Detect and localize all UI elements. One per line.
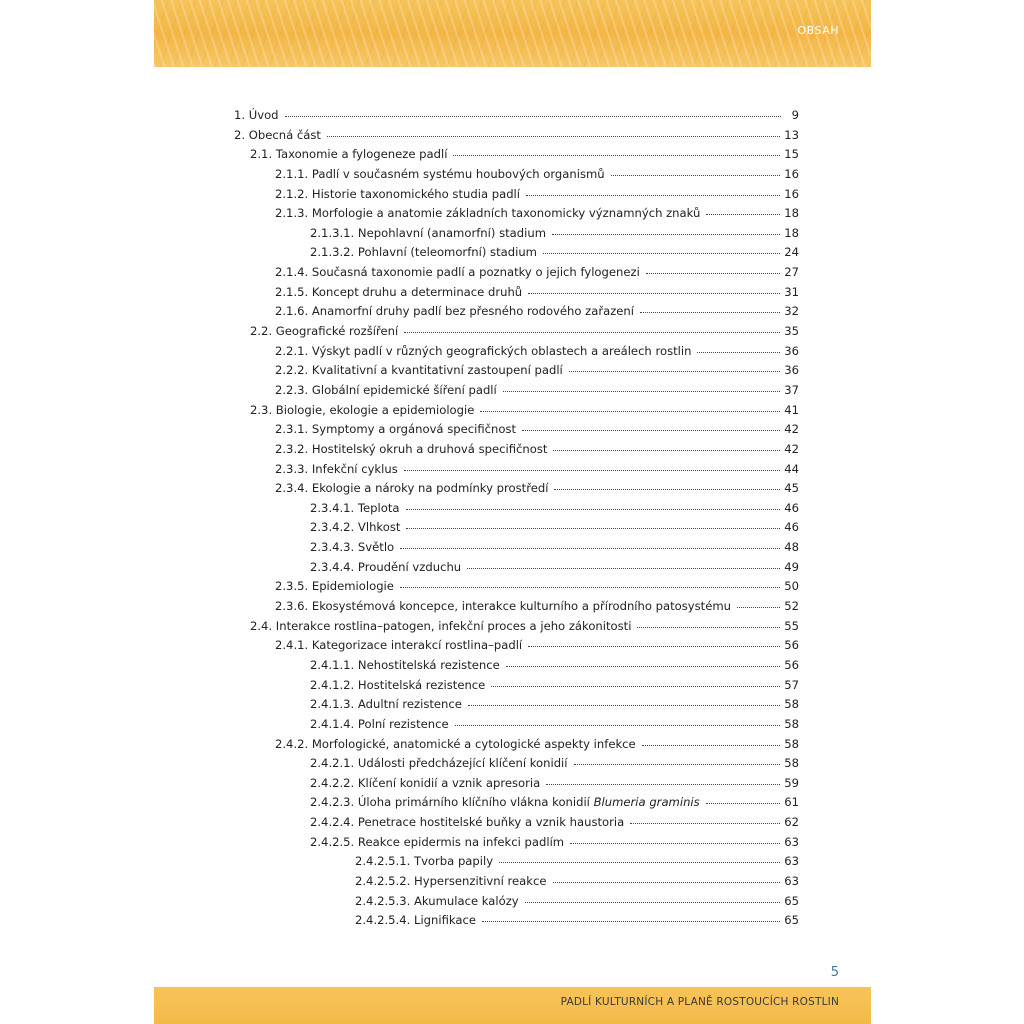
toc-entry-page: 36 [784,363,799,378]
toc-entry-title: 2.3.1. Symptomy a orgánová specifičnost [275,422,517,437]
toc-entry[interactable] [234,324,799,344]
toc-entry-page: 62 [784,815,799,830]
dot-leader [468,705,780,706]
dot-leader [554,489,780,490]
toc-entry-label [234,128,321,142]
toc-entry-label [275,187,520,201]
dot-leader [455,725,781,726]
toc-entry[interactable] [234,226,799,246]
dot-leader [525,902,781,903]
toc-entry-label [275,422,516,436]
toc-entry-page: 41 [784,402,799,417]
toc-entry-page: 44 [784,461,799,476]
toc-entry-page: 65 [784,913,799,928]
toc-entry-label [310,776,540,790]
toc-entry[interactable] [234,579,799,599]
toc-entry[interactable] [234,854,799,874]
toc-entry-page: 55 [784,618,799,633]
toc-entry-page: 63 [784,854,799,869]
dot-leader [453,155,780,156]
toc-entry-label [250,147,447,161]
toc-entry-label [310,245,537,259]
toc-entry-title: 2.4.2.5.1. Tvorba papily [355,854,494,869]
page-number: 5 [830,965,839,980]
toc-entry[interactable] [234,835,799,855]
toc-entry[interactable] [234,265,799,285]
dot-leader [522,430,780,431]
toc-entry-label [310,226,546,240]
toc-entry-page: 63 [784,834,799,849]
toc-entry-page: 42 [784,441,799,456]
dot-leader [406,509,781,510]
dot-leader [552,234,780,235]
toc-entry[interactable] [234,206,799,226]
toc-entry[interactable] [234,638,799,658]
toc-entry-page: 56 [784,638,799,653]
toc-entry-page: 58 [784,697,799,712]
toc-entry-title: 2.2.2. Kvalitativní a kvantitativní zastoupení padlí [275,363,563,378]
toc-entry-label [234,108,279,122]
toc-entry-title: 2.4.2.5. Reakce epidermis na infekci padlím [310,834,565,849]
toc-entry-label [310,678,485,692]
toc-entry-label [275,579,394,593]
toc-entry[interactable] [234,304,799,324]
toc-entry-page: 46 [784,500,799,515]
toc-entry[interactable] [234,108,799,128]
toc-entry[interactable] [234,403,799,423]
dot-leader [553,882,781,883]
running-title: PADLÍ KULTURNÍCH A PLANĚ ROSTOUCÍCH ROSTLIN [560,996,839,1008]
toc-entry-label [275,638,522,652]
toc-entry-label [310,756,568,770]
table-of-contents [234,108,799,933]
toc-entry[interactable] [234,245,799,265]
toc-entry-label [310,501,400,515]
toc-entry-label [275,363,563,377]
toc-entry-page: 31 [784,284,799,299]
toc-entry-title: 2.4.1.1. Nehostitelská rezistence [310,657,500,672]
toc-entry-label [355,913,476,927]
toc-entry-title: 2.1.3. Morfologie a anatomie základních taxonomicky významných znaků [275,206,701,221]
toc-entry-label [310,658,500,672]
dot-leader [404,470,780,471]
toc-entry[interactable] [234,383,799,403]
toc-entry-label [310,835,564,849]
toc-entry-page: 58 [784,756,799,771]
toc-entry-label [310,520,400,534]
toc-entry-label [275,265,640,279]
toc-entry[interactable] [234,678,799,698]
toc-entry-title: 2.1.3.2. Pohlavní (teleomorfní) stadium [310,245,537,260]
toc-entry-title: 2.4.2.3. Úloha primárního klíčního vlákna konidií [310,795,594,810]
toc-entry-label [310,815,624,829]
toc-entry-page: 57 [784,677,799,692]
dot-leader [506,666,780,667]
dot-leader [480,411,780,412]
toc-entry-label [275,285,522,299]
toc-entry-page: 37 [784,382,799,397]
dot-leader [646,273,780,274]
toc-entry-page: 16 [784,186,799,201]
dot-leader [467,568,780,569]
toc-entry[interactable] [234,756,799,776]
toc-entry-title: 2.3.4.2. Vlhkost [310,520,401,535]
dot-leader [574,764,781,765]
toc-entry[interactable] [234,560,799,580]
toc-entry-label [310,697,462,711]
dot-leader [543,253,780,254]
toc-entry[interactable] [234,599,799,619]
toc-entry-page: 13 [784,127,799,142]
toc-entry[interactable] [234,167,799,187]
toc-entry-page: 18 [784,225,799,240]
dot-leader [637,627,780,628]
dot-leader [400,587,780,588]
dot-leader [499,862,780,863]
footer-band [154,987,871,1024]
toc-entry-title: 2.2. Geografické rozšíření [250,324,399,339]
toc-entry-title: 2.1.1. Padlí v současném systému houbových organismů [275,166,605,181]
dot-leader [642,745,781,746]
toc-entry-title: 2.3.5. Epidemiologie [275,579,394,594]
dot-leader [630,823,780,824]
toc-entry-title: 2.4.2.5.3. Akumulace kalózy [355,893,519,908]
toc-entry[interactable] [234,619,799,639]
toc-entry-page: 36 [784,343,799,358]
toc-entry-title: 2.4.1.3. Adultní rezistence [310,697,462,712]
document-page [154,0,871,1024]
toc-entry[interactable] [234,520,799,540]
toc-entry-title: 2.1.5. Koncept druhu a determinace druhů [275,284,523,299]
toc-entry-page: 15 [784,147,799,162]
toc-entry-label [250,403,474,417]
toc-entry[interactable] [234,285,799,305]
toc-entry-title: 2.2.3. Globální epidemické šíření padlí [275,382,497,397]
toc-entry-label [310,560,461,574]
toc-entry-label [310,717,449,731]
dot-leader [404,332,780,333]
toc-entry-title: 2.3.4.3. Světlo [310,540,395,555]
toc-entry[interactable] [234,462,799,482]
toc-entry-title: 1. Úvod [234,108,279,122]
toc-entry-page: 50 [784,579,799,594]
header-band [154,0,871,67]
toc-entry[interactable] [234,913,799,933]
toc-entry-title: 2.4.2.5.2. Hypersenzitivní reakce [355,873,547,888]
toc-entry-title: 2.4.2.2. Klíčení konidií a vznik apresoria [310,775,541,790]
toc-entry-title: 2.4.1.2. Hostitelská rezistence [310,677,486,692]
toc-entry[interactable] [234,481,799,501]
dot-leader [569,371,780,372]
toc-entry-label [275,442,547,456]
dot-leader [546,784,780,785]
toc-entry-label [275,462,398,476]
toc-entry-title: 2.1.2. Historie taxonomického studia padlí [275,186,521,201]
section-header-label: OBSAH [797,24,839,37]
dot-leader [491,686,780,687]
toc-entry[interactable] [234,894,799,914]
toc-entry-title: 2.1.4. Současná taxonomie padlí a poznatky o jejich fylogenezi [275,265,640,280]
toc-entry-label [355,854,493,868]
toc-entry-label [250,324,398,338]
dot-leader [611,175,781,176]
toc-entry[interactable] [234,540,799,560]
dot-leader [482,921,780,922]
toc-entry-page: 24 [784,245,799,260]
toc-entry-label [275,481,548,495]
toc-entry-label [275,344,691,358]
toc-entry-label [355,874,547,888]
dot-leader [526,195,780,196]
toc-entry-title: 2.1. Taxonomie a fylogeneze padlí [250,147,448,162]
toc-entry-title: 2.3.2. Hostitelský okruh a druhová specifičnost [275,441,548,456]
toc-entry-title: 2.1.6. Anamorfní druhy padlí bez přesného rodového zařazení [275,304,635,319]
toc-entry-title: 2.4.2.5.4. Lignifikace [355,913,477,928]
toc-entry-title: 2.2.1. Výskyt padlí v různých geografických oblastech a areálech rostlin [275,343,692,358]
dot-leader [553,450,780,451]
toc-entry-label [275,304,634,318]
toc-entry-label [250,619,631,633]
toc-entry[interactable] [234,737,799,757]
toc-entry-page: 56 [784,657,799,672]
toc-entry[interactable] [234,147,799,167]
toc-entry[interactable] [234,874,799,894]
toc-entry-page: 27 [784,265,799,280]
toc-entry[interactable] [234,344,799,364]
dot-leader [737,607,780,608]
toc-entry-title: 2.4.1. Kategorizace interakcí rostlina–padlí [275,638,523,653]
toc-entry-label [310,795,700,809]
toc-entry-title: 2.1.3.1. Nepohlavní (anamorfní) stadium [310,225,546,240]
dot-leader [528,646,780,647]
toc-entry[interactable] [234,697,799,717]
toc-entry-label [355,894,519,908]
dot-leader [503,391,780,392]
toc-entry-page: 9 [791,108,799,122]
toc-entry-page: 18 [784,206,799,221]
toc-entry-title: 2. Obecná část [234,127,321,142]
toc-entry-label [275,737,636,751]
toc-entry-page: 63 [784,873,799,888]
toc-entry[interactable] [234,815,799,835]
dot-leader [285,116,781,117]
toc-entry[interactable] [234,422,799,442]
toc-entry[interactable] [234,501,799,521]
toc-entry-page: 59 [784,775,799,790]
toc-entry-label [275,383,497,397]
toc-entry[interactable] [234,717,799,737]
dot-leader [570,843,780,844]
toc-entry-title: 2.4. Interakce rostlina–patogen, infekční proces a jeho zákonitosti [250,618,632,633]
toc-entry[interactable] [234,363,799,383]
toc-entry-page: 42 [784,422,799,437]
toc-entry-page: 45 [784,481,799,496]
dot-leader [528,293,780,294]
dot-leader [640,312,780,313]
toc-entry-title: 2.4.2.1. Události předcházející klíčení konidií [310,756,568,771]
toc-entry-title: 2.3. Biologie, ekologie a epidemiologie [250,402,475,417]
toc-entry-page: 49 [784,559,799,574]
toc-entry[interactable] [234,658,799,678]
toc-entry-title: 2.4.2. Morfologické, anatomické a cytologické aspekty infekce [275,736,636,751]
toc-entry-page: 61 [784,795,799,810]
toc-entry-page: 46 [784,520,799,535]
toc-entry-page: 65 [784,893,799,908]
toc-entry-title: 2.3.3. Infekční cyklus [275,461,398,476]
toc-entry[interactable] [234,128,799,148]
toc-entry-page: 48 [784,540,799,555]
dot-leader [406,528,780,529]
toc-entry-title: 2.4.2.4. Penetrace hostitelské buňky a vznik haustoria [310,815,625,830]
toc-entry[interactable] [234,187,799,207]
toc-entry-label [275,206,700,220]
dot-leader [706,214,780,215]
toc-entry[interactable] [234,795,799,815]
toc-entry-label [275,167,605,181]
toc-entry-title: 2.4.1.4. Polní rezistence [310,716,449,731]
toc-entry-title: 2.3.4.4. Proudění vzduchu [310,559,462,574]
toc-entry-title: 2.3.4. Ekologie a nároky na podmínky prostředí [275,481,549,496]
toc-entry-label [310,540,394,554]
toc-entry-page: 35 [784,324,799,339]
toc-entry[interactable] [234,776,799,796]
dot-leader [400,548,780,549]
toc-entry-page: 58 [784,736,799,751]
toc-entry[interactable] [234,442,799,462]
dot-leader [697,352,780,353]
toc-entry-page: 16 [784,166,799,181]
toc-entry-title: 2.3.4.1. Teplota [310,500,400,515]
toc-entry-page: 32 [784,304,799,319]
toc-entry-label [275,599,731,613]
toc-entry-page: 52 [784,599,799,614]
toc-entry-page: 58 [784,716,799,731]
toc-entry-title-italic: Blumeria graminis [593,795,700,810]
dot-leader [327,136,780,137]
toc-entry-title: 2.3.6. Ekosystémová koncepce, interakce kulturního a přírodního patosystému [275,599,731,614]
dot-leader [706,803,781,804]
